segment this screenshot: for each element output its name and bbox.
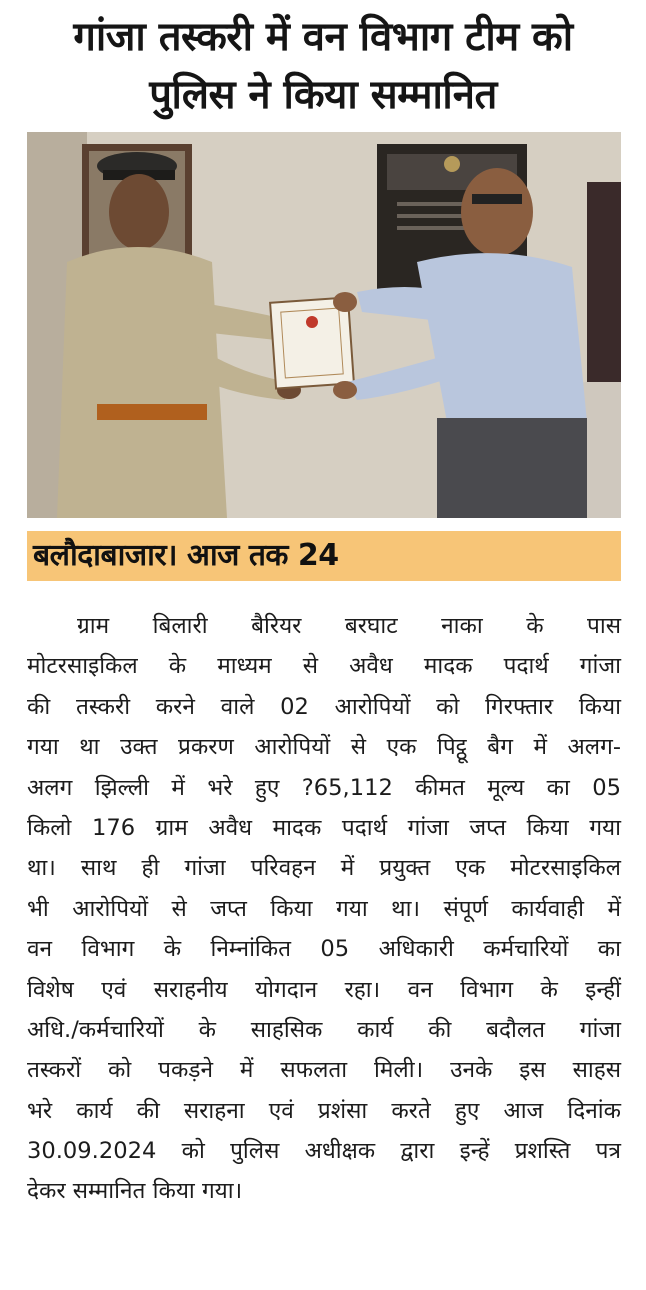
headline-line-2: पुलिस ने किया सम्मानित bbox=[149, 72, 497, 118]
article-body bbox=[27, 606, 621, 1212]
article-line: विशेष एवं सराहनीय योगदान रहा। वन विभाग के इन्हीं bbox=[27, 976, 621, 1003]
article-line: मोटरसाइकिल के माध्यम से अवैध मादक पदार्थ गांजा bbox=[27, 653, 621, 680]
article-line: किलो 176 ग्राम अवैध मादक पदार्थ गांजा जप्त किया गया bbox=[27, 814, 621, 841]
headline bbox=[20, 8, 626, 124]
photo-illustration bbox=[27, 132, 621, 518]
article-line: भी आरोपियों से जप्त किया गया था। संपूर्ण कार्यवाही में bbox=[27, 895, 621, 922]
dateline-text: बलौदाबाजार। आज तक 24 bbox=[33, 538, 339, 573]
article-line: अलग झिल्ली में भरे हुए ?65,112 कीमत मूल्य का 05 bbox=[27, 774, 621, 801]
news-photo bbox=[27, 132, 621, 518]
article-line: ग्राम बिलारी बैरियर बरघाट नाका के पास bbox=[77, 613, 621, 639]
article-line: भरे कार्य की सराहना एवं प्रशंसा करते हुए आज दिनांक bbox=[27, 1097, 621, 1124]
headline-line-1: गांजा तस्करी में वन विभाग टीम को bbox=[73, 14, 573, 60]
article-line: वन विभाग के निम्नांकित 05 अधिकारी कर्मचारियों का bbox=[27, 936, 621, 963]
article-line: तस्करों को पकड़ने में सफलता मिली। उनके इस साहस bbox=[27, 1057, 621, 1084]
article-line: अधि./कर्मचारियों के साहसिक कार्य की बदौलत गांजा bbox=[27, 1016, 621, 1043]
article-line: था। साथ ही गांजा परिवहन में प्रयुक्त एक मोटरसाइकिल bbox=[27, 855, 621, 882]
article-line: गया था उक्त प्रकरण आरोपियों से एक पिट्ठू बैग में अलग- bbox=[27, 734, 621, 761]
article-line: देकर सम्मानित किया गया। bbox=[27, 1178, 243, 1205]
article-line: 30.09.2024 को पुलिस अधीक्षक द्वारा इन्हें प्रशस्ति पत्र bbox=[27, 1138, 621, 1165]
dateline-banner bbox=[27, 531, 621, 581]
article-line: की तस्करी करने वाले 02 आरोपियों को गिरफ्तार किया bbox=[27, 693, 621, 720]
